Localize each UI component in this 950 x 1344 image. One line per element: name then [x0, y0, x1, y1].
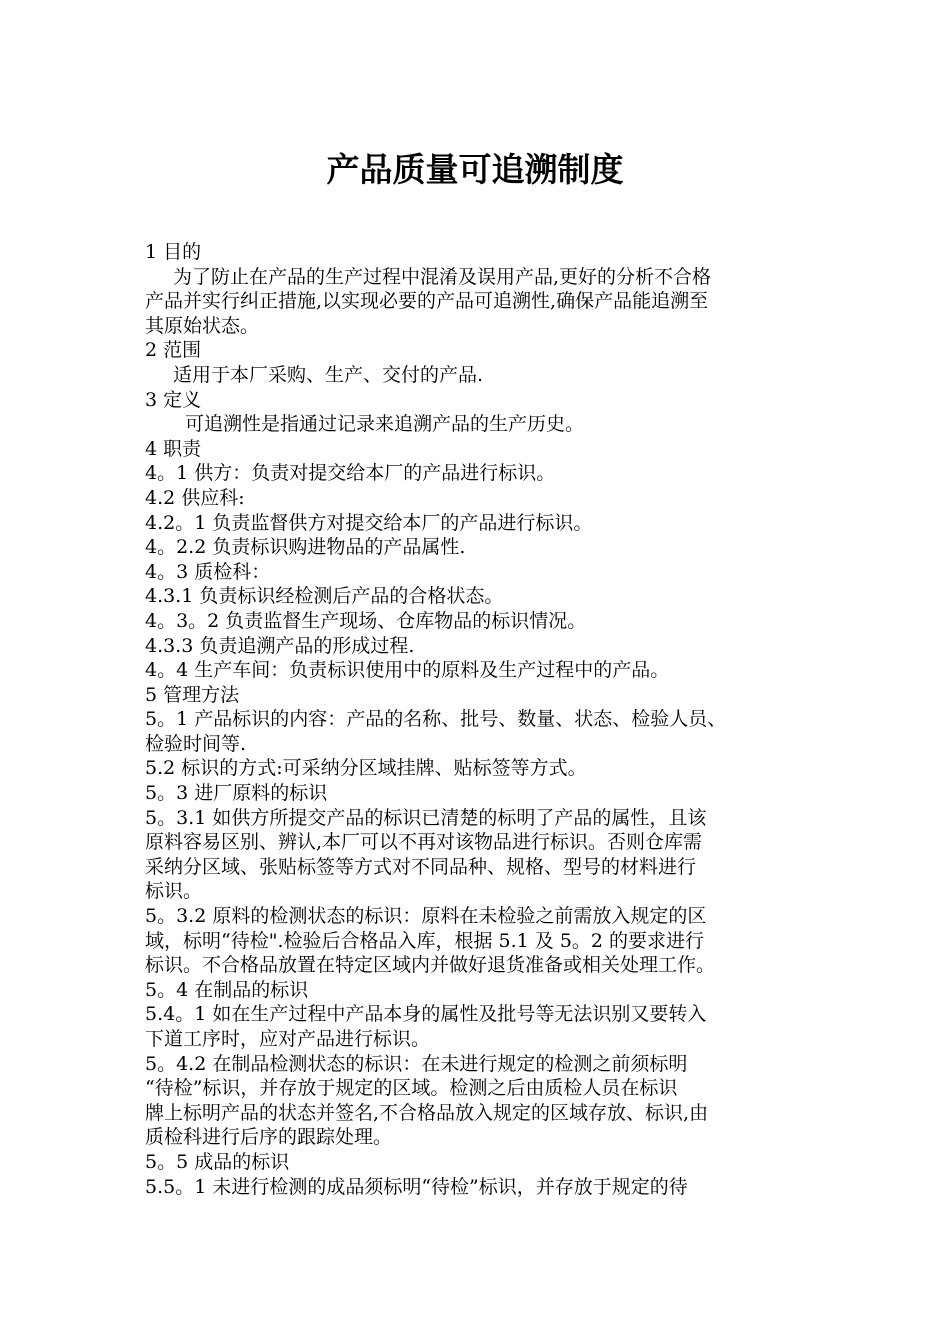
text-line: 4。1 供方：负责对提交给本厂的产品进行标识。: [145, 462, 556, 485]
text-line: 4.2。1 负责监督供方对提交给本厂的产品进行标识。: [145, 511, 593, 534]
text-line: 4。4 生产车间：负责标识使用中的原料及生产过程中的产品。: [145, 659, 670, 682]
text-line: 4 职责: [145, 437, 202, 460]
text-line: 标识。: [145, 880, 203, 903]
text-line: 下道工序时，应对产品进行标识。: [145, 1028, 431, 1050]
document-body: [145, 240, 809, 1199]
text-line: 5.5。1 未进行检测的成品须标明“待检”标识，并存放于规定的待: [145, 1175, 688, 1198]
text-line: 4。3。2 负责监督生产现场、仓库物品的标识情况。: [145, 609, 587, 632]
text-line: 5。1 产品标识的内容：产品的名称、批号、数量、状态、检验人员、: [145, 708, 727, 731]
text-line: 其原始状态。: [145, 314, 260, 337]
text-line: 可追溯性是指通过记录来追溯产品的生产历史。: [185, 413, 585, 436]
text-line: 产品并实行纠正措施,以实现必要的产品可追溯性,确保产品能追溯至: [145, 290, 709, 313]
text-line: 5。3 进厂原料的标识: [145, 782, 328, 805]
text-line: “待检”标识，并存放于规定的区域。检测之后由质检人员在标识: [145, 1077, 678, 1100]
text-line: 4.3.3 负责追溯产品的形成过程.: [145, 634, 415, 657]
text-line: 2 范围: [145, 339, 202, 362]
text-line: 4。3 质检科：: [145, 560, 271, 583]
text-line: 4.3.1 负责标识经检测后产品的合格状态。: [145, 585, 504, 608]
text-line: 4.2 供应科:: [145, 486, 245, 509]
text-line: 5。5 成品的标识: [145, 1150, 290, 1173]
text-line: 1 目的: [145, 241, 202, 263]
text-line: 适用于本厂采购、生产、交付的产品.: [173, 363, 484, 386]
text-line: 域，标明“待检".检验后合格品入库，根据 5.1 及 5。2 的要求进行: [145, 929, 705, 952]
text-line: 标识。不合格品放置在特定区域内并做好退货准备或相关处理工作。: [145, 954, 716, 977]
text-line: 采纳分区域、张贴标签等方式对不同品种、规格、型号的材料进行: [145, 855, 697, 878]
document-title: 产品质量可追溯制度: [326, 150, 624, 189]
text-line: 检验时间等.: [145, 732, 247, 755]
text-line: 质检科进行后序的跟踪处理。: [145, 1126, 393, 1149]
text-line: 5。3.1 如供方所提交产品的标识已清楚的标明了产品的属性，且该: [145, 806, 707, 829]
text-line: 5。4 在制品的标识: [145, 978, 309, 1001]
text-line: 为了防止在产品的生产过程中混淆及误用产品,更好的分析不合格: [173, 265, 712, 288]
text-line: 牌上标明产品的状态并签名,不合格品放入规定的区域存放、标识,由: [145, 1101, 709, 1124]
text-line: 5.2 标识的方式:可采纳分区域挂牌、贴标签等方式。: [145, 757, 587, 780]
text-line: 5。4.2 在制品检测状态的标识：在未进行规定的检测之前须标明: [145, 1052, 688, 1075]
text-line: 5 管理方法: [145, 683, 240, 706]
text-line: 4。2.2 负责标识购进物品的产品属性.: [145, 536, 466, 559]
text-line: 原料容易区别、辨认,本厂可以不再对该物品进行标识。否则仓库需: [145, 831, 703, 854]
text-line: 5。3.2 原料的检测状态的标识：原料在未检验之前需放入规定的区: [145, 905, 707, 928]
text-line: 5.4。1 如在生产过程中产品本身的属性及批号等无法识别又要转入: [145, 1003, 707, 1026]
text-line: 3 定义: [145, 388, 202, 411]
